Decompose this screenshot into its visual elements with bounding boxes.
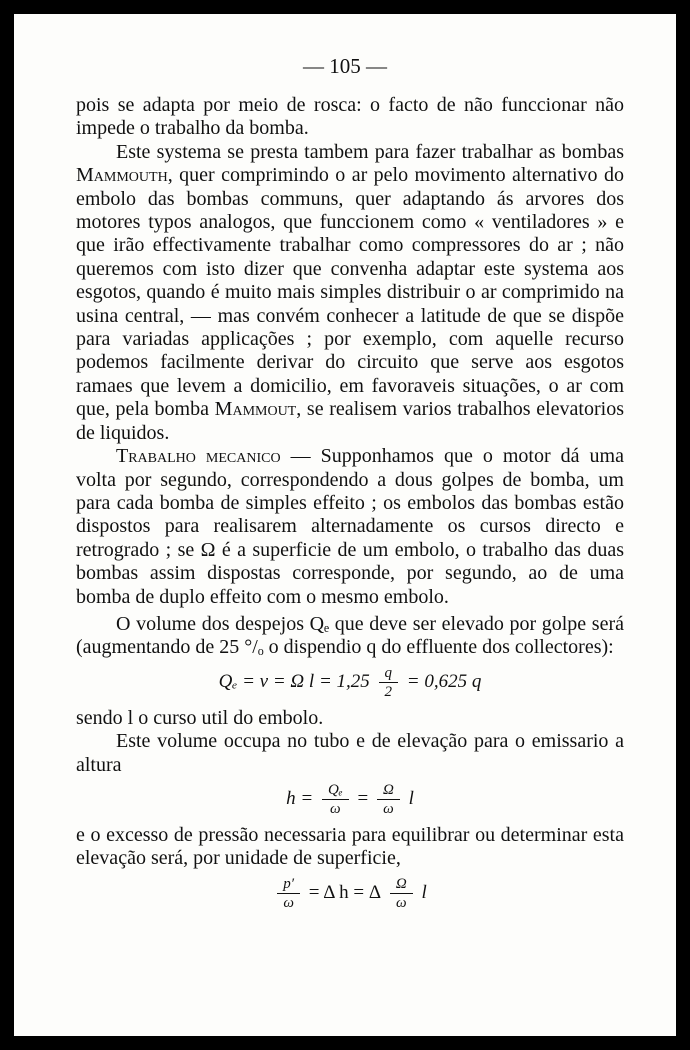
paragraph-5: sendo l o curso util do embolo. (76, 706, 324, 729)
book-page (14, 14, 676, 1036)
eq3-numerator-1: p′ (277, 875, 300, 894)
eq2-lhs: h = (286, 787, 314, 809)
page-body (76, 94, 624, 918)
eq3-rhs: l (421, 881, 427, 903)
section-heading-trabalho-mecanico: Trabalho mecanico (116, 445, 281, 468)
paragraph-7: e o excesso de pressão necessaria para equilibrar ou determinar esta elevação será, por unidade de superficie, (76, 823, 624, 870)
eq2-equals: = (357, 787, 369, 809)
eq3-fraction-1 (277, 875, 300, 912)
paragraph-3-text: — Supponhamos que o motor dá uma volta por segundo, correspondendo a dous golpes de bomba, um para cada bomba de simples effeito ; os embolos das bombas estão dispostos para realisarem alternadamente os cursos directo e retrogrado ; se Ω é a superficie de um embolo, o trabalho das duas bombas assim dispostas corresponde, por segundo, ao de uma bomba de duplo effeito com o mesmo embolo. (76, 445, 624, 608)
eq2-fraction-2 (377, 781, 400, 818)
eq3-denominator-1: ω (283, 894, 294, 911)
paragraph-2-text-a: Este systema se presta tambem para fazer trabalhar as bombas (116, 140, 624, 163)
paragraph-4: O volume dos despejos Qₑ que deve ser elevado por golpe será (augmentando de 25 °/ₒ o dispendio q do effluente dos collectores): (76, 612, 624, 659)
paragraph-6: Este volume occupa no tubo e de elevação para o emissario a altura (76, 730, 624, 776)
equation-height (76, 781, 624, 818)
term-mammout: Mammout (214, 398, 297, 421)
eq1-fraction (379, 664, 399, 701)
eq3-denominator-2: ω (395, 894, 407, 911)
eq3-fraction-2 (390, 875, 413, 912)
paragraph-2-text-c: , se realisem varios trabalhos elevatorios de liquidos. (76, 398, 624, 444)
page-number: — 105 — (303, 54, 387, 78)
eq2-fraction-1 (322, 781, 349, 818)
term-mammouth: Mammouth (76, 164, 168, 187)
eq1-denominator: 2 (384, 683, 393, 700)
equation-volume (76, 664, 624, 701)
eq2-rhs: l (408, 787, 414, 809)
eq1-lhs: Qₑ = v = Ω l = 1,25 (218, 670, 370, 692)
eq3-numerator-2: Ω (390, 875, 413, 894)
equation-pressure (76, 875, 624, 912)
eq1-numerator: q (379, 664, 399, 683)
eq1-rhs: = 0,625 q (406, 670, 482, 692)
paragraph-2-text-b: , quer comprimindo o ar pelo movimento alternativo do embolo das bombas communs, quer adaptando ás arvores dos motores typos analogos, que funccionem como « ventiladores » e que irão effectivamente trabalhar como compressores do ar ; não queremos com isto dizer que convenha adaptar este systema aos esgotos, quando é muito mais simples distribuir o ar comprimido na usina central, — mas convém conhecer a latitude de que se dispõe para variadas applicações ; por exemplo, com aquelle recurso podemos facilmente derivar do circuito que serve aos esgotos ramaes que levem a domicilio, em favoraveis situações, o ar com que, pela bomba (76, 164, 624, 421)
eq2-numerator-2: Ω (377, 781, 400, 800)
paragraph-1: pois se adapta por meio de rosca: o facto de não funccionar não impede o trabalho da bomba. (76, 94, 624, 140)
eq2-numerator-1: Qₑ (322, 781, 349, 800)
eq3-middle: = Δ h = Δ (308, 881, 382, 903)
paragraph-3 (76, 445, 624, 609)
eq2-denominator-1: ω (330, 800, 341, 817)
paragraph-2 (76, 141, 624, 445)
eq2-denominator-2: ω (383, 800, 394, 817)
